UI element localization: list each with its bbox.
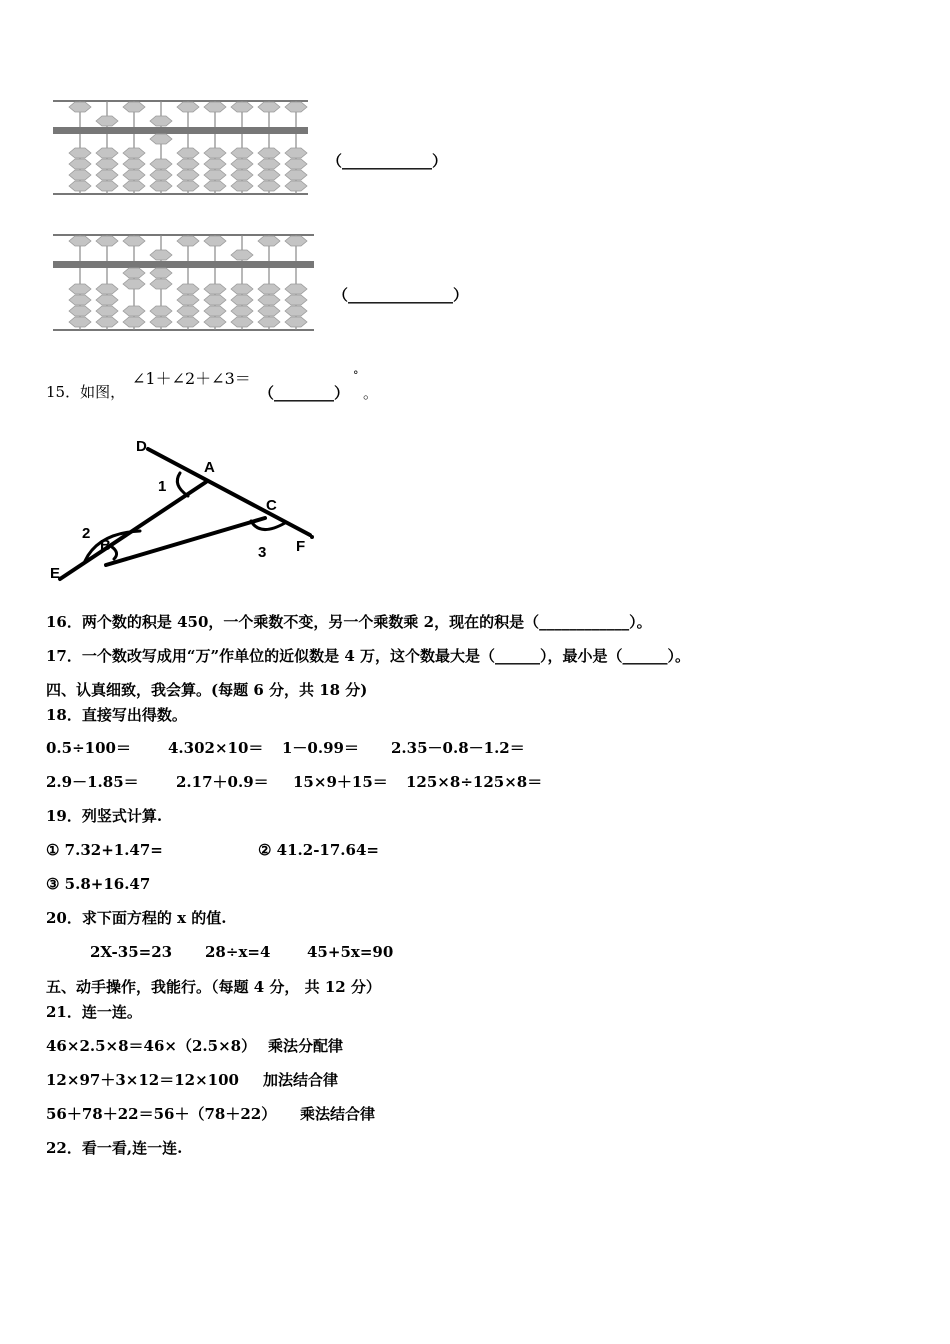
- abacus-bead: [177, 102, 199, 112]
- abacus-bead: [204, 317, 226, 327]
- abacus-bead: [96, 284, 118, 294]
- abacus-bead: [123, 306, 145, 316]
- abacus-bead: [258, 317, 280, 327]
- abacus-bead: [231, 170, 253, 180]
- abacus-2: [50, 230, 318, 334]
- question-19-title: 19．列竖式计算.: [46, 807, 163, 825]
- abacus-bead: [69, 236, 91, 246]
- abacus-bead: [150, 170, 172, 180]
- abacus-bead: [204, 181, 226, 191]
- abacus-bead: [123, 279, 145, 289]
- question-22: 22．看一看,连一连.: [46, 1139, 183, 1157]
- line-b-c: [106, 518, 265, 565]
- abacus-bead: [123, 181, 145, 191]
- abacus-bead: [285, 148, 307, 158]
- abacus-bead: [285, 159, 307, 169]
- abacus-bead: [204, 284, 226, 294]
- abacus-bead: [96, 170, 118, 180]
- abacus-bead: [204, 170, 226, 180]
- abacus-bead: [96, 181, 118, 191]
- abacus-bead: [258, 295, 280, 305]
- section-4-heading: 四、认真细致，我会算。(每题 6 分，共 18 分): [46, 681, 368, 699]
- abacus-bead: [177, 236, 199, 246]
- abacus-bead: [258, 170, 280, 180]
- match-right-item: 乘法结合律: [300, 1105, 376, 1123]
- abacus-bead: [123, 317, 145, 327]
- question-15-blank[interactable]: （________）: [259, 384, 350, 402]
- abacus-bead: [96, 159, 118, 169]
- abacus-bead: [96, 148, 118, 158]
- vertical-calc-item: ③ 5.8+16.47: [46, 875, 151, 893]
- abacus-bead: [204, 236, 226, 246]
- abacus-bead: [177, 159, 199, 169]
- match-left-item: 56＋78＋22＝56＋（78＋22）: [46, 1105, 277, 1123]
- abacus-bead: [231, 159, 253, 169]
- calc-item: 0.5÷100＝: [46, 739, 131, 757]
- abacus-beam: [53, 261, 314, 268]
- abacus-bead: [150, 268, 172, 278]
- abacus-bead: [177, 148, 199, 158]
- abacus-bead: [123, 236, 145, 246]
- label-b: B: [100, 537, 111, 554]
- abacus-bead: [231, 250, 253, 260]
- abacus-bead: [258, 236, 280, 246]
- match-left-item: 46×2.5×8＝46×（2.5×8）: [46, 1037, 257, 1055]
- abacus-bead: [231, 181, 253, 191]
- match-right-item: 乘法分配律: [268, 1037, 344, 1055]
- abacus-bead: [69, 306, 91, 316]
- abacus-bead: [96, 295, 118, 305]
- abacus-bead: [150, 317, 172, 327]
- abacus-bead: [177, 295, 199, 305]
- angle-b-arc: [112, 547, 117, 559]
- abacus-bead: [69, 317, 91, 327]
- abacus-bead: [231, 148, 253, 158]
- abacus-bead: [123, 170, 145, 180]
- abacus-bead: [96, 116, 118, 126]
- abacus-bead: [285, 102, 307, 112]
- abacus-bead: [96, 306, 118, 316]
- abacus-bead: [258, 181, 280, 191]
- equation: 2X-35=23: [90, 943, 173, 961]
- abacus-beam: [53, 127, 308, 134]
- abacus-2-answer-blank[interactable]: （______________）: [333, 286, 469, 304]
- abacus-bead: [123, 148, 145, 158]
- abacus-bead: [150, 181, 172, 191]
- abacus-bead: [69, 295, 91, 305]
- calc-item: 2.35－0.8－1.2＝: [391, 739, 525, 757]
- abacus-bead: [285, 236, 307, 246]
- calc-item: 1－0.99＝: [282, 739, 359, 757]
- abacus-bead: [69, 159, 91, 169]
- angle-sum-formula: ∠1＋∠2＋∠3＝: [132, 369, 251, 388]
- abacus-bead: [150, 250, 172, 260]
- abacus-bead: [204, 148, 226, 158]
- calc-item: 2.9－1.85＝: [46, 773, 139, 791]
- abacus-bead: [69, 284, 91, 294]
- abacus-bead: [285, 284, 307, 294]
- abacus-1-answer-blank[interactable]: （____________）: [327, 152, 448, 170]
- question-16: 16．两个数的积是 450，一个乘数不变，另一个乘数乘 2，现在的积是（____________）。: [46, 613, 652, 631]
- abacus-bead: [285, 170, 307, 180]
- vertical-calc-item: ① 7.32+1.47=: [46, 841, 163, 859]
- label-c: C: [266, 497, 277, 514]
- abacus-bead: [258, 102, 280, 112]
- abacus-bead: [177, 306, 199, 316]
- abacus-bead: [177, 317, 199, 327]
- abacus-bead: [177, 170, 199, 180]
- equation: 28÷x=4: [205, 943, 271, 961]
- match-right-item: 加法结合律: [263, 1071, 339, 1089]
- angle-1-arc: [177, 473, 188, 496]
- label-1: 1: [158, 478, 167, 495]
- question-21-title: 21．连一连。: [46, 1003, 142, 1021]
- abacus-bead: [150, 134, 172, 144]
- match-left-item: 12×97＋3×12＝12×100: [46, 1071, 239, 1089]
- abacus-bead: [258, 148, 280, 158]
- abacus-bead: [285, 295, 307, 305]
- label-e: E: [50, 565, 61, 582]
- equation: 45+5x=90: [307, 943, 394, 961]
- angle-figure: [40, 425, 340, 590]
- abacus-bead: [123, 102, 145, 112]
- degree-symbol: °: [353, 369, 359, 382]
- abacus-bead: [96, 317, 118, 327]
- abacus-bead: [69, 102, 91, 112]
- abacus-bead: [258, 159, 280, 169]
- point-f-dot: [310, 535, 314, 539]
- abacus-bead: [285, 317, 307, 327]
- abacus-bead: [231, 317, 253, 327]
- abacus-bead: [69, 148, 91, 158]
- abacus-bead: [204, 306, 226, 316]
- abacus-bead: [231, 306, 253, 316]
- question-15-end: 。: [363, 384, 379, 402]
- question-18-title: 18．直接写出得数。: [46, 706, 187, 724]
- abacus-bead: [96, 236, 118, 246]
- label-d: D: [136, 438, 147, 455]
- abacus-bead: [258, 284, 280, 294]
- abacus-bead: [285, 306, 307, 316]
- abacus-bead: [150, 159, 172, 169]
- label-f: F: [296, 538, 306, 555]
- abacus-bead: [231, 284, 253, 294]
- abacus-bead: [150, 116, 172, 126]
- abacus-bead: [177, 284, 199, 294]
- label-2: 2: [82, 525, 91, 542]
- abacus-bead: [258, 306, 280, 316]
- abacus-bead: [123, 159, 145, 169]
- abacus-bead: [231, 295, 253, 305]
- vertical-calc-item: ② 41.2-17.64=: [258, 841, 379, 859]
- calc-item: 4.302×10＝: [168, 739, 264, 757]
- calc-item: 125×8÷125×8＝: [406, 773, 543, 791]
- abacus-bead: [69, 181, 91, 191]
- label-a: A: [204, 459, 215, 476]
- abacus-1: [50, 96, 312, 198]
- abacus-bead: [177, 181, 199, 191]
- abacus-bead: [150, 306, 172, 316]
- abacus-bead: [204, 159, 226, 169]
- abacus-bead: [123, 268, 145, 278]
- abacus-bead: [69, 170, 91, 180]
- question-17: 17．一个数改写成用“万”作单位的近似数是 4 万，这个数最大是（______），最小是（______）。: [46, 647, 691, 665]
- abacus-bead: [231, 102, 253, 112]
- abacus-bead: [150, 279, 172, 289]
- abacus-bead: [204, 102, 226, 112]
- abacus-bead: [285, 181, 307, 191]
- question-20-title: 20．求下面方程的 x 的值.: [46, 909, 227, 927]
- question-15-prefix: 15．如图，: [46, 383, 126, 401]
- calc-item: 2.17＋0.9＝: [176, 773, 269, 791]
- abacus-bead: [204, 295, 226, 305]
- label-3: 3: [258, 544, 267, 561]
- section-5-heading: 五、动手操作，我能行。（每题 4 分， 共 12 分）: [46, 978, 381, 996]
- calc-item: 15×9＋15＝: [293, 773, 388, 791]
